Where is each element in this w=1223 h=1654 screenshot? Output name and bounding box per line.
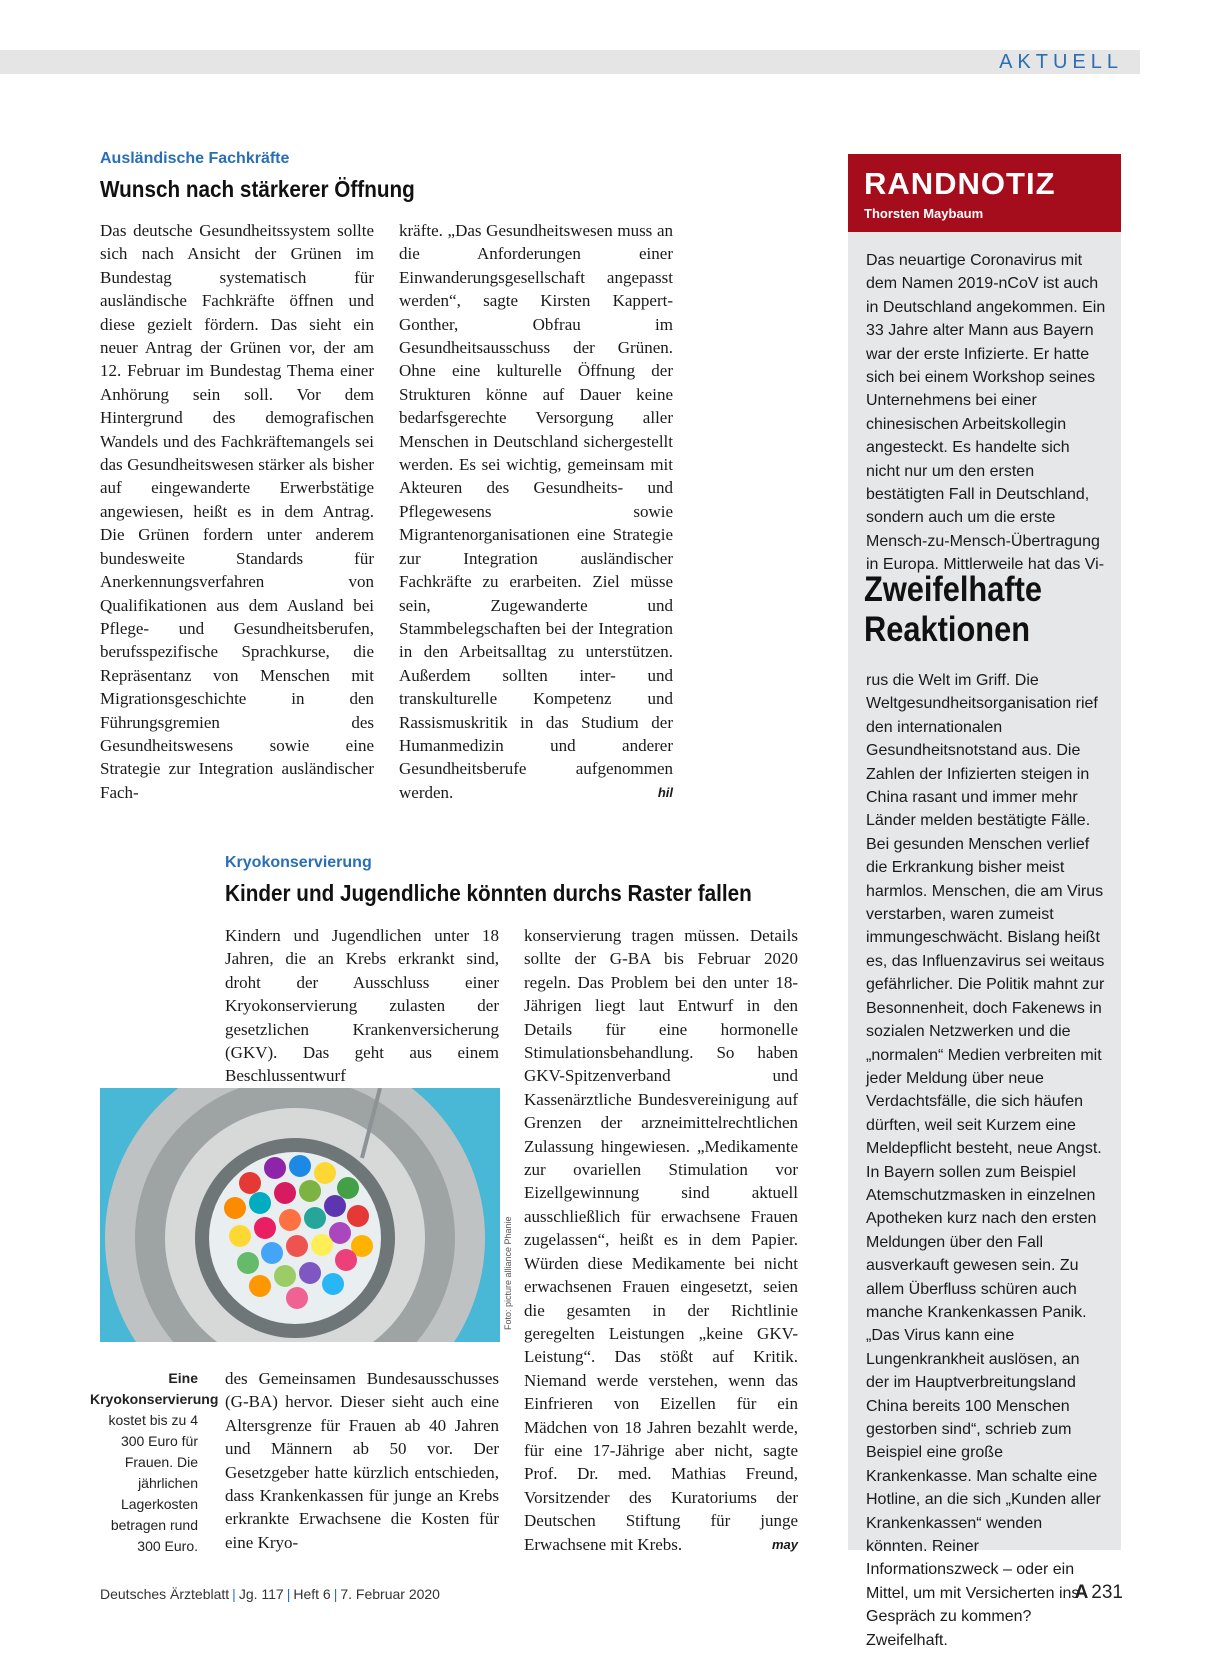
article1-body-1: Das deutsche Gesundheitssystem sollte sich nach Ansicht der Grünen im Bundestag systematisch für ausländische Fachkräfte öffnen und diese gezielt fördern. Das sieht ein neuer Antrag der Grünen vor, der am 12. Februar im Bundestag Thema einer Anhörung sein soll. Vor dem Hintergrund des demografischen Wandels und des Fachkräftemangels sei das Gesundheitswesen stärker als bisher auf eingewanderte Erwerbstätige angewiesen, heißt es in dem Antrag. Die Grünen fordern unter anderem bundesweite Standards für Anerkennungsverfahren von Qualifikationen aus dem Ausland bei Pflege- und Gesundheitsberufen, berufsspezifische Sprachkurse, die Repräsentanz von Menschen mit Migrationsgeschichte in den Führungsgremien des Gesundheitswesens sowie eine Strategie zur Integration ausländischer Fach- [100, 221, 374, 802]
randnotiz-text-1: Das neuartige Coronavirus mit dem Namen 2019-nCoV ist auch in Deutschland angekommen. Ein 33 Jahre alter Mann aus Bayern war der erste Infizierte. Er hatte sich bei einem Workshop seines Unternehmens bei einer chinesischen Arbeitskollegin angesteckt. Es handelte sich nicht nur um den ersten bestätigten Fall in Deutschland, sondern auch um die erste Mensch-zu-Mensch-Übertragung in Europa. Mittlerweile hat das Vi- [866, 252, 1106, 574]
section-label: AKTUELL [999, 51, 1123, 73]
cryo-photo [100, 1088, 500, 1342]
footer-volume: Jg. 117 [238, 1586, 284, 1602]
randnotiz-title: RANDNOTIZ [864, 166, 1056, 201]
article2-body-1a: Kindern und Jugendlichen unter 18 Jahren, die an Krebs erkrankt sind, droht der Ausschluss einer Kryokonservierung zulasten der gesetzlichen Krankenversicherung (GKV). Das geht aus einem Beschlussentwurf [225, 926, 499, 1086]
article1-column-2 [399, 219, 673, 804]
randnotiz-text-2: rus die Welt im Griff. Die Weltgesundheitsorganisation rief den internationalen Gesundheitsnotstand aus. Die Zahlen der Infizierten steigen in China rasant und immer mehr Länder melden bestätigte Fälle. Bei gesunden Menschen verlief die Erkrankung bisher meist harmlos. Menschen, die am Virus verstarben, waren zumeist immungeschwächt. Bislang heißt es, das Influenzavirus sei weitaus gefährlicher. Die Politik mahnt zur Besonnenheit, doch Fakenews in sozialen Netzwerken und die „normalen“ Medien verbreiten mit jeder Meldung über neue Verdachtsfälle, die sich häufen dürften, weil seit Kurzem eine Meldepflicht besteht, neue Angst. In Bayern sollen zum Beispiel Atemschutzmasken in einzelnen Apotheken kurz nach den ersten Meldungen über den Fall ausverkauft gewesen sein. Zu allem Überfluss schüren auch manche Krankenkassen Panik. „Das Virus kann eine Lungenkrankheit auslösen, an der im Hauptverbreitungsland China bereits 100 Menschen gestorben sind“, schrieb zum Beispiel eine große Krankenkasse. Man schalte eine Hotline, an die sich „Kunden aller Krankenkassen“ wenden könnten. Reiner Informationszweck – oder ein Mittel, um mit Versicherten ins Gespräch zu kommen? Zweifelhaft. [866, 672, 1105, 1649]
article1-headline: Wunsch nach stärkerer Öffnung [100, 176, 415, 202]
randnotiz-author: Thorsten Maybaum [864, 206, 984, 221]
randnotiz-headline-line2: Reaktionen [864, 610, 1031, 649]
footer-journal: Deutsches Ärzteblatt [100, 1586, 230, 1602]
photo-credit: Foto: picture alliance Phanie [503, 1216, 513, 1330]
caption-bold: Eine Kryokonservierung [90, 1370, 219, 1407]
article1-body-2: kräfte. „Das Gesundheitswesen muss an die Anforderungen einer Einwanderungsgesellschaft angepasst werden“, sagte Kirsten Kappert-Gonther, Obfrau im Gesundheitsausschuss der Grünen. Ohne eine kulturelle Öffnung der Strukturen könne auf Dauer keine bedarfsgerechte Versorgung aller Menschen in Deutschland sichergestellt werden. Es sei wichtig, gemeinsam mit Akteuren des Gesundheits- und Pflegewesens sowie Migrantenorganisationen eine Strategie zur Integration ausländischer Fachkräfte zu erarbeiten. Ziel müsse sein, Zugewanderte und Stammbelegschaften bei der Integration in den Arbeitsalltag zu unterstützen. Außerdem sollten inter- und transkulturelle Kompetenz und Rassismuskritik in das Studium der Humanmedizin und anderer Gesundheitsberufe aufgenommen werden. [399, 221, 673, 802]
page-prefix: A [1074, 1582, 1089, 1603]
header-bar [0, 50, 1140, 74]
article1-column-1 [100, 219, 374, 804]
footer-issue: Heft 6 [293, 1586, 331, 1602]
article2-column-1-bottom [225, 1367, 499, 1554]
article1-kicker: Ausländische Fachkräfte [100, 150, 290, 167]
randnotiz-header [848, 154, 1121, 232]
caption-text: kostet bis zu 4 300 Euro für Frauen. Die jährlichen Lagerkosten betragen rund 300 Euro. [108, 1412, 198, 1554]
randnotiz-headline [864, 570, 1042, 650]
article2-headline: Kinder und Jugendliche könnten durchs Raster fallen [225, 880, 752, 906]
article2-kicker: Kryokonservierung [225, 854, 372, 871]
page-number [1075, 1582, 1123, 1604]
article2-signature: may [771, 1536, 798, 1552]
randnotiz-headline-line1: Zweifelhafte [864, 570, 1042, 609]
page-number-value: 231 [1091, 1582, 1123, 1603]
article2-column-2 [524, 924, 798, 1556]
article1-signature: hil [657, 784, 673, 800]
footer: Deutsches Ärzteblatt | Jg. 117 | Heft 6 | 7. Februar 2020 [100, 1586, 440, 1602]
photo-caption [90, 1368, 219, 1557]
article2-body-1b: des Gemeinsamen Bundesausschusses (G-BA) hervor. Dieser sieht auch eine Altersgrenze für Frauen ab 40 Jahren und Männern ab 50 vor. Der Gesetzgeber hatte kürzlich entschieden, dass Krankenkassen für junge an Krebs erkrankte Erwachsene die Kosten für eine Kryo- [225, 1369, 499, 1552]
cryo-straws-image [100, 1088, 500, 1342]
footer-date: 7. Februar 2020 [340, 1586, 440, 1602]
article2-column-1-top [225, 924, 499, 1088]
article2-body-2: konservierung tragen müssen. Details sollte der G-BA bis Februar 2020 regeln. Das Problem bei den unter 18-Jährigen liegt laut Entwurf in den Details für eine hormonelle Stimulationsbehandlung. So haben GKV-Spitzenverband und Kassenärztliche Bundesvereinigung auf Grenzen der arzneimittelrechtlichen Zulassung hingewiesen. „Medikamente zur ovariellen Stimulation vor Eizellgewinnung sind aktuell ausschließlich für erwachsene Frauen zugelassen“, heißt es in dem Papier. Würden diese Medikamente bei nicht erwachsenen Frauen eingesetzt, seien die gesamten in der Richtlinie geregelten Leistungen „keine GKV-Leistung“. Das stößt auf Kritik. Niemand werde verstehen, wenn das Einfrieren von Eizellen für ein Mädchen von 18 Jahren bezahlt werde, für eine 17-Jährige aber nicht, sagte Prof. Dr. med. Mathias Freund, Vorsitzender des Kuratoriums der Deutschen Stiftung für junge Erwachsene mit Krebs. [524, 926, 798, 1554]
